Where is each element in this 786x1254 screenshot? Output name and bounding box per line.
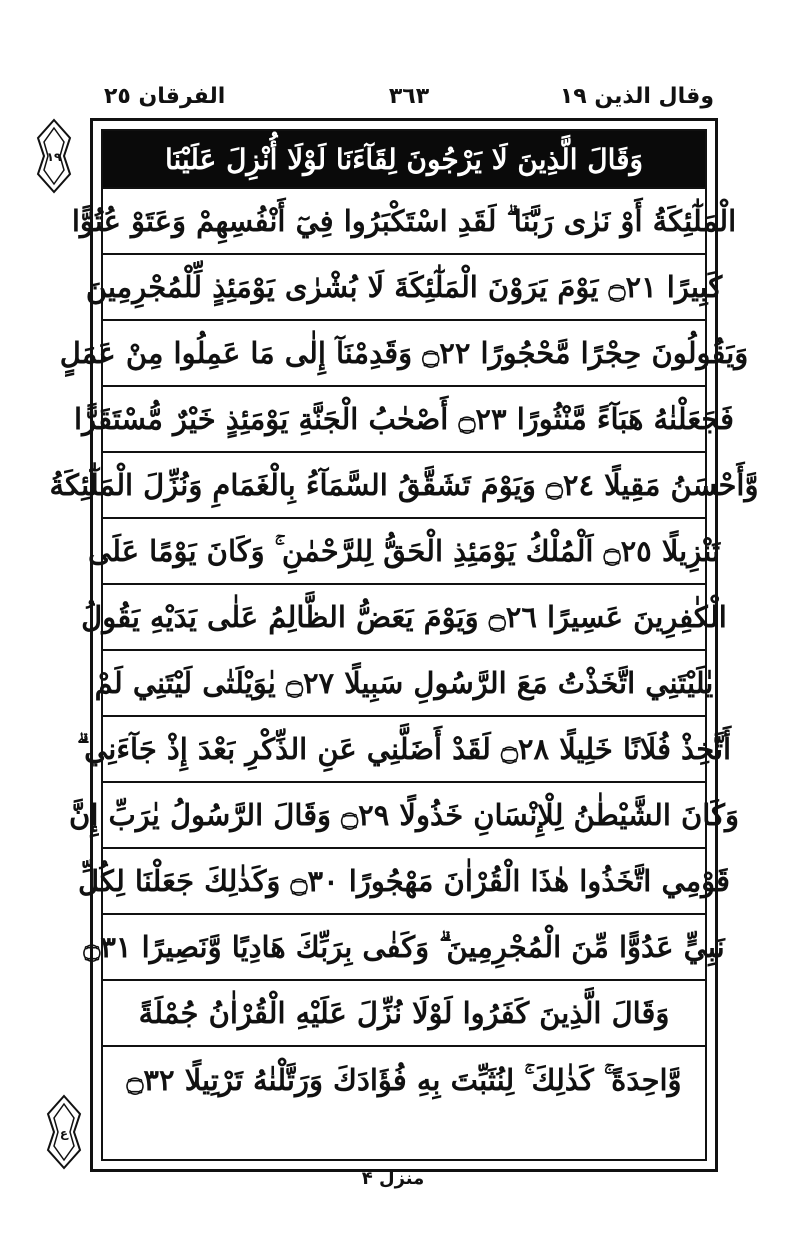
manzil-footer: منزل ۴ [361, 1168, 425, 1189]
verse-line: يٰلَيْتَنِي اتَّخَذْتُ مَعَ الرَّسُولِ سَبِيلًا ۝٢٧ يٰوَيْلَتٰى لَيْتَنِي لَمْ [103, 651, 705, 717]
verse-line: وَقَالَ الَّذِينَ لَا يَرْجُونَ لِقَآءَنَا لَوْلَا أُنْزِلَ عَلَيْنَا [103, 131, 705, 189]
verse-line: أَتَّخِذْ فُلَانًا خَلِيلًا ۝٢٨ لَقَدْ أَضَلَّنِي عَنِ الذِّكْرِ بَعْدَ إِذْ جَآءَنِي ۗ [103, 717, 705, 783]
ruku-marker-top [34, 118, 74, 194]
ruku-marker-bottom [44, 1094, 84, 1170]
header-juz-title: وقال الذين ١٩ [559, 84, 714, 109]
verse-line: وَيَقُولُونَ حِجْرًا مَّحْجُورًا ۝٢٢ وَقَدِمْنَآ إِلٰى مَا عَمِلُوا مِنْ عَمَلٍ [103, 321, 705, 387]
verse-line: وَّاحِدَةً ۚ كَذٰلِكَ ۚ لِنُثَبِّتَ بِهِ فُؤَادَكَ وَرَتَّلْنٰهُ تَرْتِيلًا ۝٣٢ [126, 1062, 682, 1097]
verse-line: كَبِيرًا ۝٢١ يَوْمَ يَرَوْنَ الْمَلٰٓئِكَةَ لَا بُشْرٰى يَوْمَئِذٍ لِّلْمُجْرِمِينَ [103, 255, 705, 321]
verse-line: فَجَعَلْنٰهُ هَبَآءً مَّنْثُورًا ۝٢٣ أَصْحٰبُ الْجَنَّةِ يَوْمَئِذٍ خَيْرٌ مُّسْتَقَرًّا [103, 387, 705, 453]
ornament-icon [44, 1094, 84, 1170]
side-marker-top-text: ١٩ [46, 150, 62, 164]
verse-line: وَكَانَ الشَّيْطٰنُ لِلْإِنْسَانِ خَذُولًا ۝٢٩ وَقَالَ الرَّسُولُ يٰرَبِّ إِنَّ [103, 783, 705, 849]
page-number: ٣٦٣ [388, 84, 430, 109]
side-marker-bottom-text: ع [59, 1126, 69, 1140]
verse-line: وَقَالَ الَّذِينَ كَفَرُوا لَوْلَا نُزِّلَ عَلَيْهِ الْقُرْاٰنُ جُمْلَةً [103, 981, 705, 1047]
verse-line: نَبِيٍّ عَدُوًّا مِّنَ الْمُجْرِمِينَ ۗ وَكَفٰى بِرَبِّكَ هَادِيًا وَّنَصِيرًا ۝٣١ [103, 915, 705, 981]
verse-line: قَوْمِي اتَّخَذُوا هٰذَا الْقُرْاٰنَ مَهْجُورًا ۝٣٠ وَكَذٰلِكَ جَعَلْنَا لِكُلِّ [103, 849, 705, 915]
page-header [104, 84, 714, 118]
verse-line: تَنْزِيلًا ۝٢٥ اَلْمُلْكُ يَوْمَئِذِ الْحَقُّ لِلرَّحْمٰنِ ۚ وَكَانَ يَوْمًا عَلَى [103, 519, 705, 585]
verse-line: الْمَلٰٓئِكَةُ أَوْ نَرٰى رَبَّنَا ۗ لَقَدِ اسْتَكْبَرُوا فِيٓ أَنْفُسِهِمْ وَعَتَوْ عُتُوًّا [103, 189, 705, 255]
ornament-icon [34, 118, 74, 194]
verse-line: الْكٰفِرِينَ عَسِيرًا ۝٢٦ وَيَوْمَ يَعَضُّ الظَّالِمُ عَلٰى يَدَيْهِ يَقُولُ [103, 585, 705, 651]
verse-line: وَّأَحْسَنُ مَقِيلًا ۝٢٤ وَيَوْمَ تَشَقَّقُ السَّمَآءُ بِالْغَمَامِ وَنُزِّلَ الْمَلٰٓئِكَةُ [103, 453, 705, 519]
header-surah-title: الفرقان ٢٥ [104, 84, 226, 109]
